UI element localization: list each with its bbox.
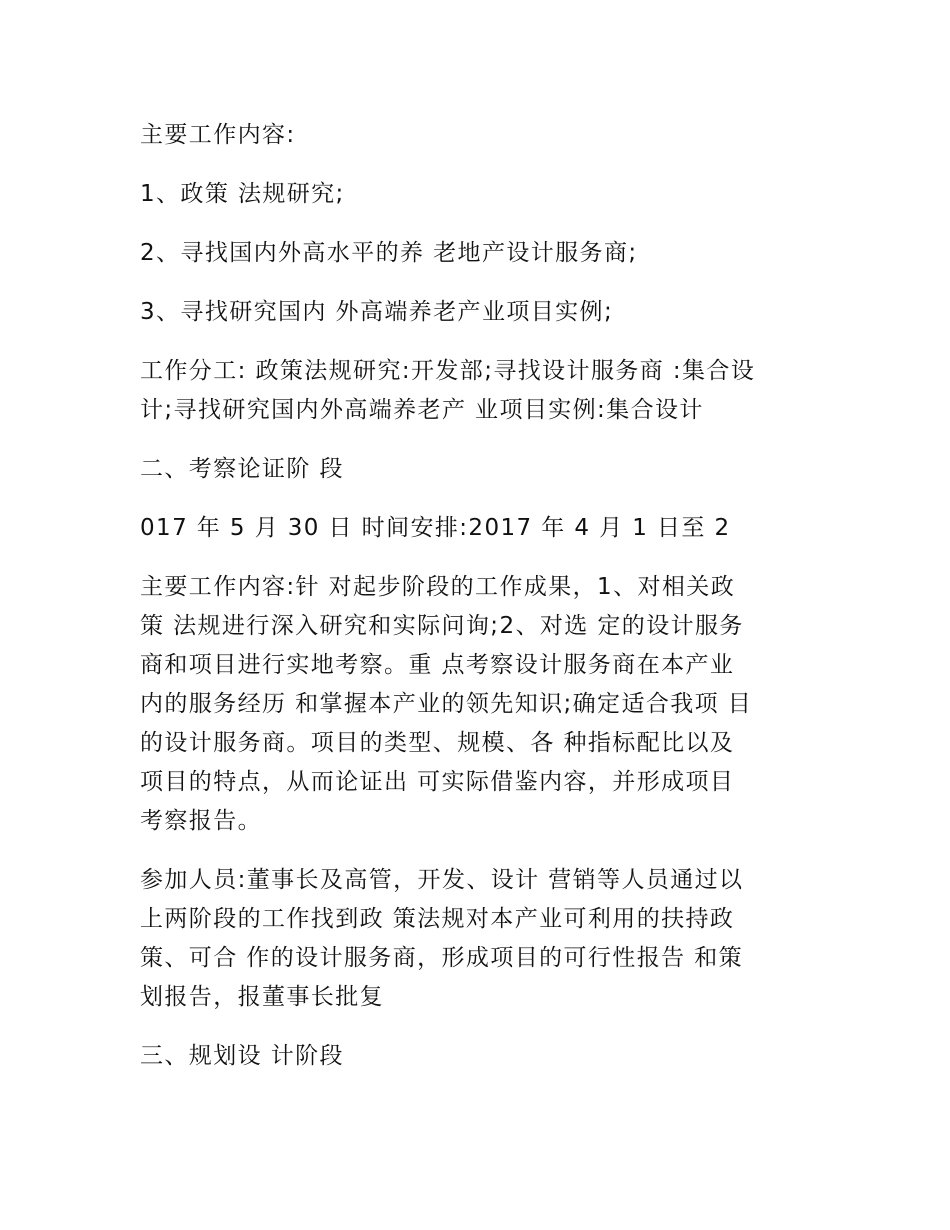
paragraph-division-of-work	[140, 352, 810, 430]
text-line: 上两阶段的工作找到政 策法规对本产业可利用的扶持政	[140, 906, 735, 932]
text-line: 计;寻找研究国内外高端养老产 业项目实例:集合设计	[140, 397, 704, 423]
paragraph-main-work-content	[140, 568, 810, 841]
text-line: 内的服务经历 和掌握本产业的领先知识;确定适合我项 目	[140, 691, 753, 717]
text-line: 017 年 5 月 30 日 时间安排:2017 年 4 月 1 日至 2	[140, 515, 731, 541]
text-line: 划报告，报董事长批复	[140, 984, 384, 1010]
text-line: 的设计服务商。项目的类型、规模、各 种指标配比以及	[140, 730, 735, 756]
text-line: 3、寻找研究国内 外高端养老产业项目实例;	[140, 299, 614, 325]
text-line: 三、规划设 计阶段	[140, 1043, 344, 1069]
paragraph-main-work-heading	[140, 116, 810, 155]
section-heading-3	[140, 1037, 810, 1076]
text-line: 项目的特点，从而论证出 可实际借鉴内容，并形成项目	[140, 769, 735, 795]
paragraph-participants	[140, 861, 810, 1017]
text-line: 二、考察论证阶 段	[140, 456, 344, 482]
text-line: 2、寻找国内外高水平的养 老地产设计服务商;	[140, 240, 638, 266]
text-line: 策 法规进行深入研究和实际问询;2、对选 定的设计服务	[140, 613, 744, 639]
paragraph-item-3	[140, 293, 810, 332]
text-line: 主要工作内容:	[140, 122, 296, 148]
text-line: 策、可合 作的设计服务商，形成项目的可行性报告 和策	[140, 945, 744, 971]
text-line: 工作分工: 政策法规研究:开发部;寻找设计服务商 :集合设	[140, 358, 756, 384]
text-line: 参加人员:董事长及高管，开发、设计 营销等人员通过以	[140, 867, 744, 893]
paragraph-schedule	[140, 509, 810, 548]
text-line: 1、政策 法规研究;	[140, 181, 345, 207]
section-heading-2	[140, 450, 810, 489]
paragraph-item-2	[140, 234, 810, 273]
paragraph-item-1	[140, 175, 810, 214]
document-body	[140, 116, 810, 1096]
text-line: 商和项目进行实地考察。重 点考察设计服务商在本产业	[140, 652, 735, 678]
text-line: 考察报告。	[140, 808, 262, 834]
text-line: 主要工作内容:针 对起步阶段的工作成果，1、对相关政	[140, 574, 736, 600]
